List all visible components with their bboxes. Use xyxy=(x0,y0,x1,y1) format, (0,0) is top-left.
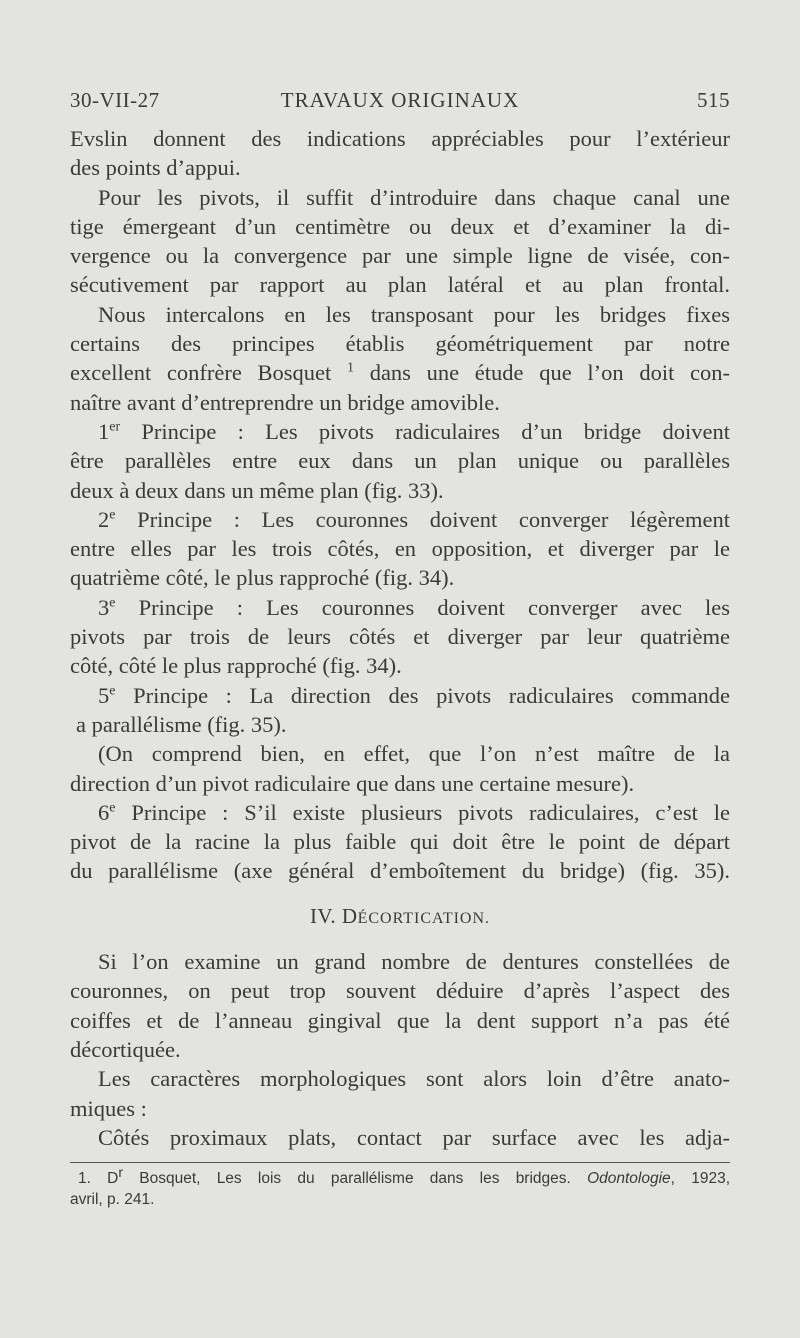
text-line: Les caractères morphologiques sont alors loin d’être anato- xyxy=(98,1066,730,1092)
text-line: miques : xyxy=(70,1095,147,1121)
text-line: décortiquée. xyxy=(70,1036,181,1062)
text-line: deux à deux dans un même plan (fig. 33). xyxy=(70,477,444,503)
heading-initial: D xyxy=(341,903,358,928)
text-line: couronnes, on peut trop souvent déduire d’après l’aspect des xyxy=(70,978,730,1004)
principle-number: 3 xyxy=(98,594,110,620)
footnote-number: 1. xyxy=(78,1170,91,1187)
text-line: être parallèles entre eux dans un plan unique ou parallèles xyxy=(70,448,730,474)
paragraph-11 xyxy=(70,1064,730,1123)
principle-6 xyxy=(70,798,730,886)
text-line: pivot de la racine la plus faible qui doit être le point de départ xyxy=(70,829,730,855)
body-text xyxy=(70,124,730,1152)
text-fragment: Principe : Les couronnes doivent converger légèrement xyxy=(115,506,730,532)
footnote-line xyxy=(70,1163,730,1189)
text-fragment: Principe : Les pivots radiculaires d’un bridge doivent xyxy=(120,418,730,444)
text-line xyxy=(70,798,730,827)
text-fragment: , 1923, xyxy=(670,1170,730,1187)
text-line: naître avant d’entreprendre un bridge amovible. xyxy=(70,389,500,415)
principle-1 xyxy=(70,417,730,505)
text-line xyxy=(70,417,730,446)
heading-small-caps: ÉCORTICATION. xyxy=(357,909,491,927)
text-fragment: Principe : La direction des pivots radiculaires commande xyxy=(115,682,730,708)
text-line: direction d’un pivot radiculaire que dans une certaine mesure). xyxy=(70,770,635,796)
text-line xyxy=(70,505,730,534)
text-fragment: Principe : Les couronnes doivent converger avec les xyxy=(115,594,730,620)
text-line xyxy=(70,681,730,710)
paragraph-3 xyxy=(70,300,730,417)
text-line: coiffes et de l’anneau gingival que la dent support n’a pas été xyxy=(70,1007,730,1033)
text-line: entre elles par les trois côtés, en opposition, et diverger par le xyxy=(70,536,730,562)
principle-3 xyxy=(70,593,730,681)
text-line: (On comprend bien, en effet, que l’on n’est maître de la xyxy=(98,741,730,767)
text-line: certains des principes établis géométriquement par notre xyxy=(70,331,730,357)
ordinal-suffix: e xyxy=(109,595,116,611)
page-number: 515 xyxy=(697,88,730,112)
paragraph-1 xyxy=(70,124,730,183)
text-line: quatrième côté, le plus rapproché (fig. 34). xyxy=(70,565,455,591)
text-line: Evslin donnent des indications appréciables pour l’extérieur xyxy=(70,126,730,151)
ordinal-suffix: e xyxy=(109,800,116,816)
principle-number: 5 xyxy=(98,682,110,708)
section-heading xyxy=(70,902,730,931)
text-line: vergence ou la convergence par une simple ligne de visée, con- xyxy=(70,243,730,269)
ordinal-suffix: er xyxy=(109,419,121,435)
footnote-rule xyxy=(70,1162,730,1163)
ordinal-suffix: e xyxy=(109,683,116,699)
footnote-reference: 1 xyxy=(346,360,354,376)
footnote-line: avril, p. 241. xyxy=(70,1191,155,1208)
paragraph-parenthetical xyxy=(70,739,730,798)
principle-5 xyxy=(70,681,730,740)
text-fragment: D xyxy=(107,1170,119,1187)
text-fragment: excellent confrère Bosquet xyxy=(70,360,347,386)
running-head xyxy=(70,88,730,118)
text-line: pivots par trois de leurs côtés et diverger par leur quatrième xyxy=(70,624,730,650)
text-line: Côtés proximaux plats, contact par surface avec les adja- xyxy=(98,1124,730,1150)
title-suffix: r xyxy=(118,1163,124,1180)
principle-2 xyxy=(70,505,730,593)
principle-number: 2 xyxy=(98,506,110,532)
paragraph-2 xyxy=(70,183,730,300)
text-line xyxy=(70,593,730,622)
principle-number: 1 xyxy=(98,418,110,444)
text-line: a parallélisme (fig. 35). xyxy=(76,711,287,737)
text-line: des points d’appui. xyxy=(70,155,241,181)
text-line: Nous intercalons en les transposant pour les bridges fixes xyxy=(98,301,730,327)
header-date: 30-VII-27 xyxy=(70,88,160,112)
text-line: Pour les pivots, il suffit d’introduire dans chaque canal une xyxy=(98,184,730,210)
text-line: du parallélisme (axe général d’emboîtement du bridge) (fig. 35). xyxy=(70,858,730,884)
text-line: tige émergeant d’un centimètre ou deux et d’examiner la di- xyxy=(70,213,730,239)
text-line: Si l’on examine un grand nombre de dentures constellées de xyxy=(98,949,730,975)
paragraph-10 xyxy=(70,947,730,1064)
ordinal-suffix: e xyxy=(109,507,116,523)
text-fragment: Bosquet, Les lois du parallélisme dans les bridges. xyxy=(123,1170,588,1187)
text-fragment: Principe : S’il existe plusieurs pivots radiculaires, c’est le xyxy=(115,799,730,825)
journal-title: Odontologie xyxy=(587,1170,671,1187)
header-section-title: TRAVAUX ORIGINAUX xyxy=(280,88,520,112)
section-numeral: IV. xyxy=(309,903,337,928)
text-fragment: dans une étude que l’on doit con- xyxy=(369,360,731,386)
text-line: sécutivement par rapport au plan latéral et au plan frontal. xyxy=(70,272,730,298)
text-line: côté, côté le plus rapproché (fig. 34). xyxy=(70,653,402,679)
footnote xyxy=(70,1163,730,1210)
paragraph-12 xyxy=(70,1123,730,1152)
text-line xyxy=(70,358,730,387)
principle-number: 6 xyxy=(98,799,110,825)
